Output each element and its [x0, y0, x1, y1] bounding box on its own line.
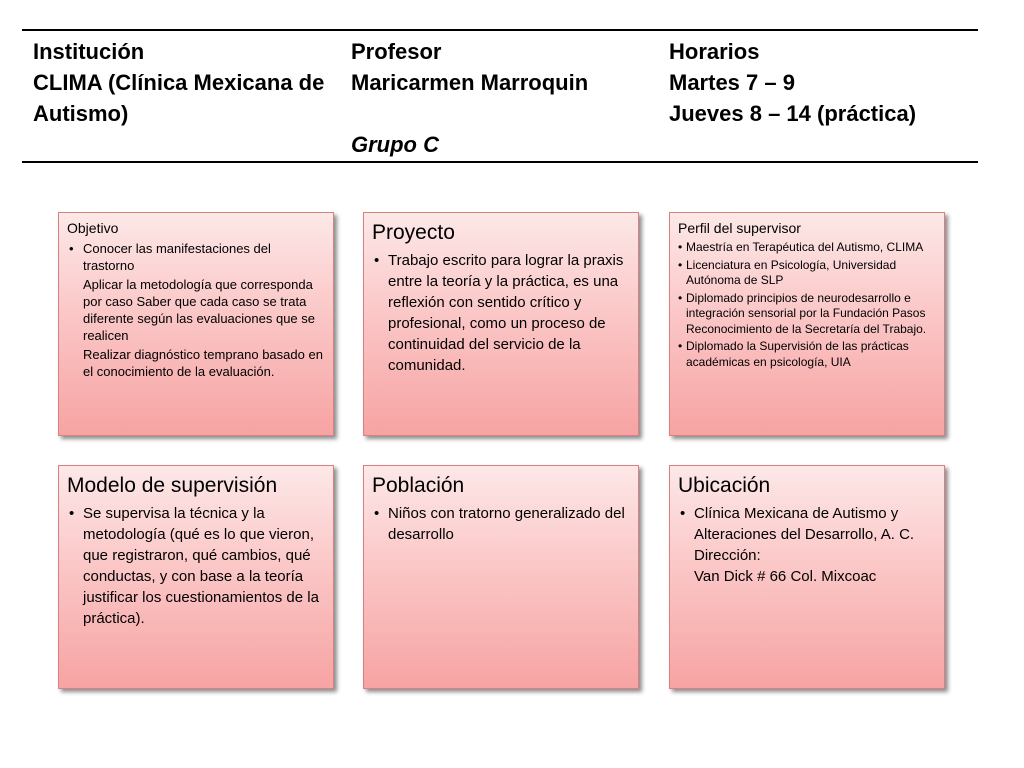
card-proyecto-title: Proyecto [372, 221, 455, 244]
card-proyecto [363, 212, 639, 436]
horarios-line-1: Martes 7 – 9 [669, 70, 795, 95]
list-item: Dirección: [694, 547, 761, 564]
list-item: • Trabajo escrito para lograr la praxis entre la teoría y la práctica, es una reflexión con sentido crítico y profesional, como un proceso de continuidad del servicio de la comunidad. [372, 250, 630, 376]
list-item: • Clínica Mexicana de Autismo y Alteraciones del Desarrollo, A. C. [678, 503, 936, 545]
card-poblacion-title: Población [372, 474, 465, 497]
card-proyecto-list [372, 250, 630, 376]
list-item: • Maestría en Terapéutica del Autismo, CLIMA [678, 240, 936, 256]
card-modelo-list [67, 503, 325, 629]
card-ubicacion [669, 465, 945, 689]
list-item: • Conocer las manifestaciones del trastorno [67, 240, 325, 274]
horarios-label: Horarios [669, 39, 760, 64]
card-modelo-title: Modelo de supervisión [67, 474, 278, 497]
list-item: Realizar diagnóstico temprano basado en el conocimiento de la evaluación. [83, 347, 323, 379]
card-ubicacion-list [678, 503, 936, 587]
card-perfil-list [678, 240, 936, 370]
card-objetivo [58, 212, 334, 436]
card-objetivo-title: Objetivo [67, 220, 119, 236]
profesor-label: Profesor [351, 39, 442, 64]
horarios-line-2: Jueves 8 – 14 (práctica) [669, 101, 917, 126]
list-item: Van Dick # 66 Col. Mixcoac [694, 568, 877, 585]
list-item: • Diplomado la Supervisión de las prácticas académicas en psicología, UIA [678, 339, 936, 370]
institucion-line-1: CLIMA (Clínica Mexicana de [33, 70, 325, 95]
card-poblacion-list [372, 503, 630, 545]
profesor-group: Grupo C [351, 132, 439, 157]
list-item: • Se supervisa la técnica y la metodología (qué es lo que vieron, que registraron, qué cambios, qué conductas, y con base a la teoría justificar los cuestionamientos de la práctica). [67, 503, 325, 629]
card-ubicacion-title: Ubicación [678, 474, 771, 497]
card-objetivo-list [67, 240, 325, 380]
card-perfil-supervisor [669, 212, 945, 436]
header-bottom-rule [22, 161, 978, 163]
card-perfil-title: Perfil del supervisor [678, 220, 801, 236]
list-item: • Niños con tratorno generalizado del desarrollo [372, 503, 630, 545]
institucion-line-2: Autismo) [33, 101, 129, 126]
header-profesor [351, 36, 651, 160]
list-item: • Licenciatura en Psicología, Universidad Autónoma de SLP [678, 258, 936, 289]
list-item: • Diplomado principios de neurodesarrollo e integración sensorial por la Fundación Pasos Reconocimiento de la Secretaría del Trabajo. [678, 291, 936, 338]
list-item: Aplicar la metodología que corresponda por caso Saber que cada caso se trata diferente según las evaluaciones que se realicen [83, 277, 315, 343]
profesor-name: Maricarmen Marroquin [351, 70, 589, 95]
header-horarios [669, 36, 969, 129]
card-poblacion [363, 465, 639, 689]
header-institucion [33, 36, 333, 129]
card-modelo-supervision [58, 465, 334, 689]
header-top-rule [22, 29, 978, 31]
institucion-label: Institución [33, 39, 145, 64]
